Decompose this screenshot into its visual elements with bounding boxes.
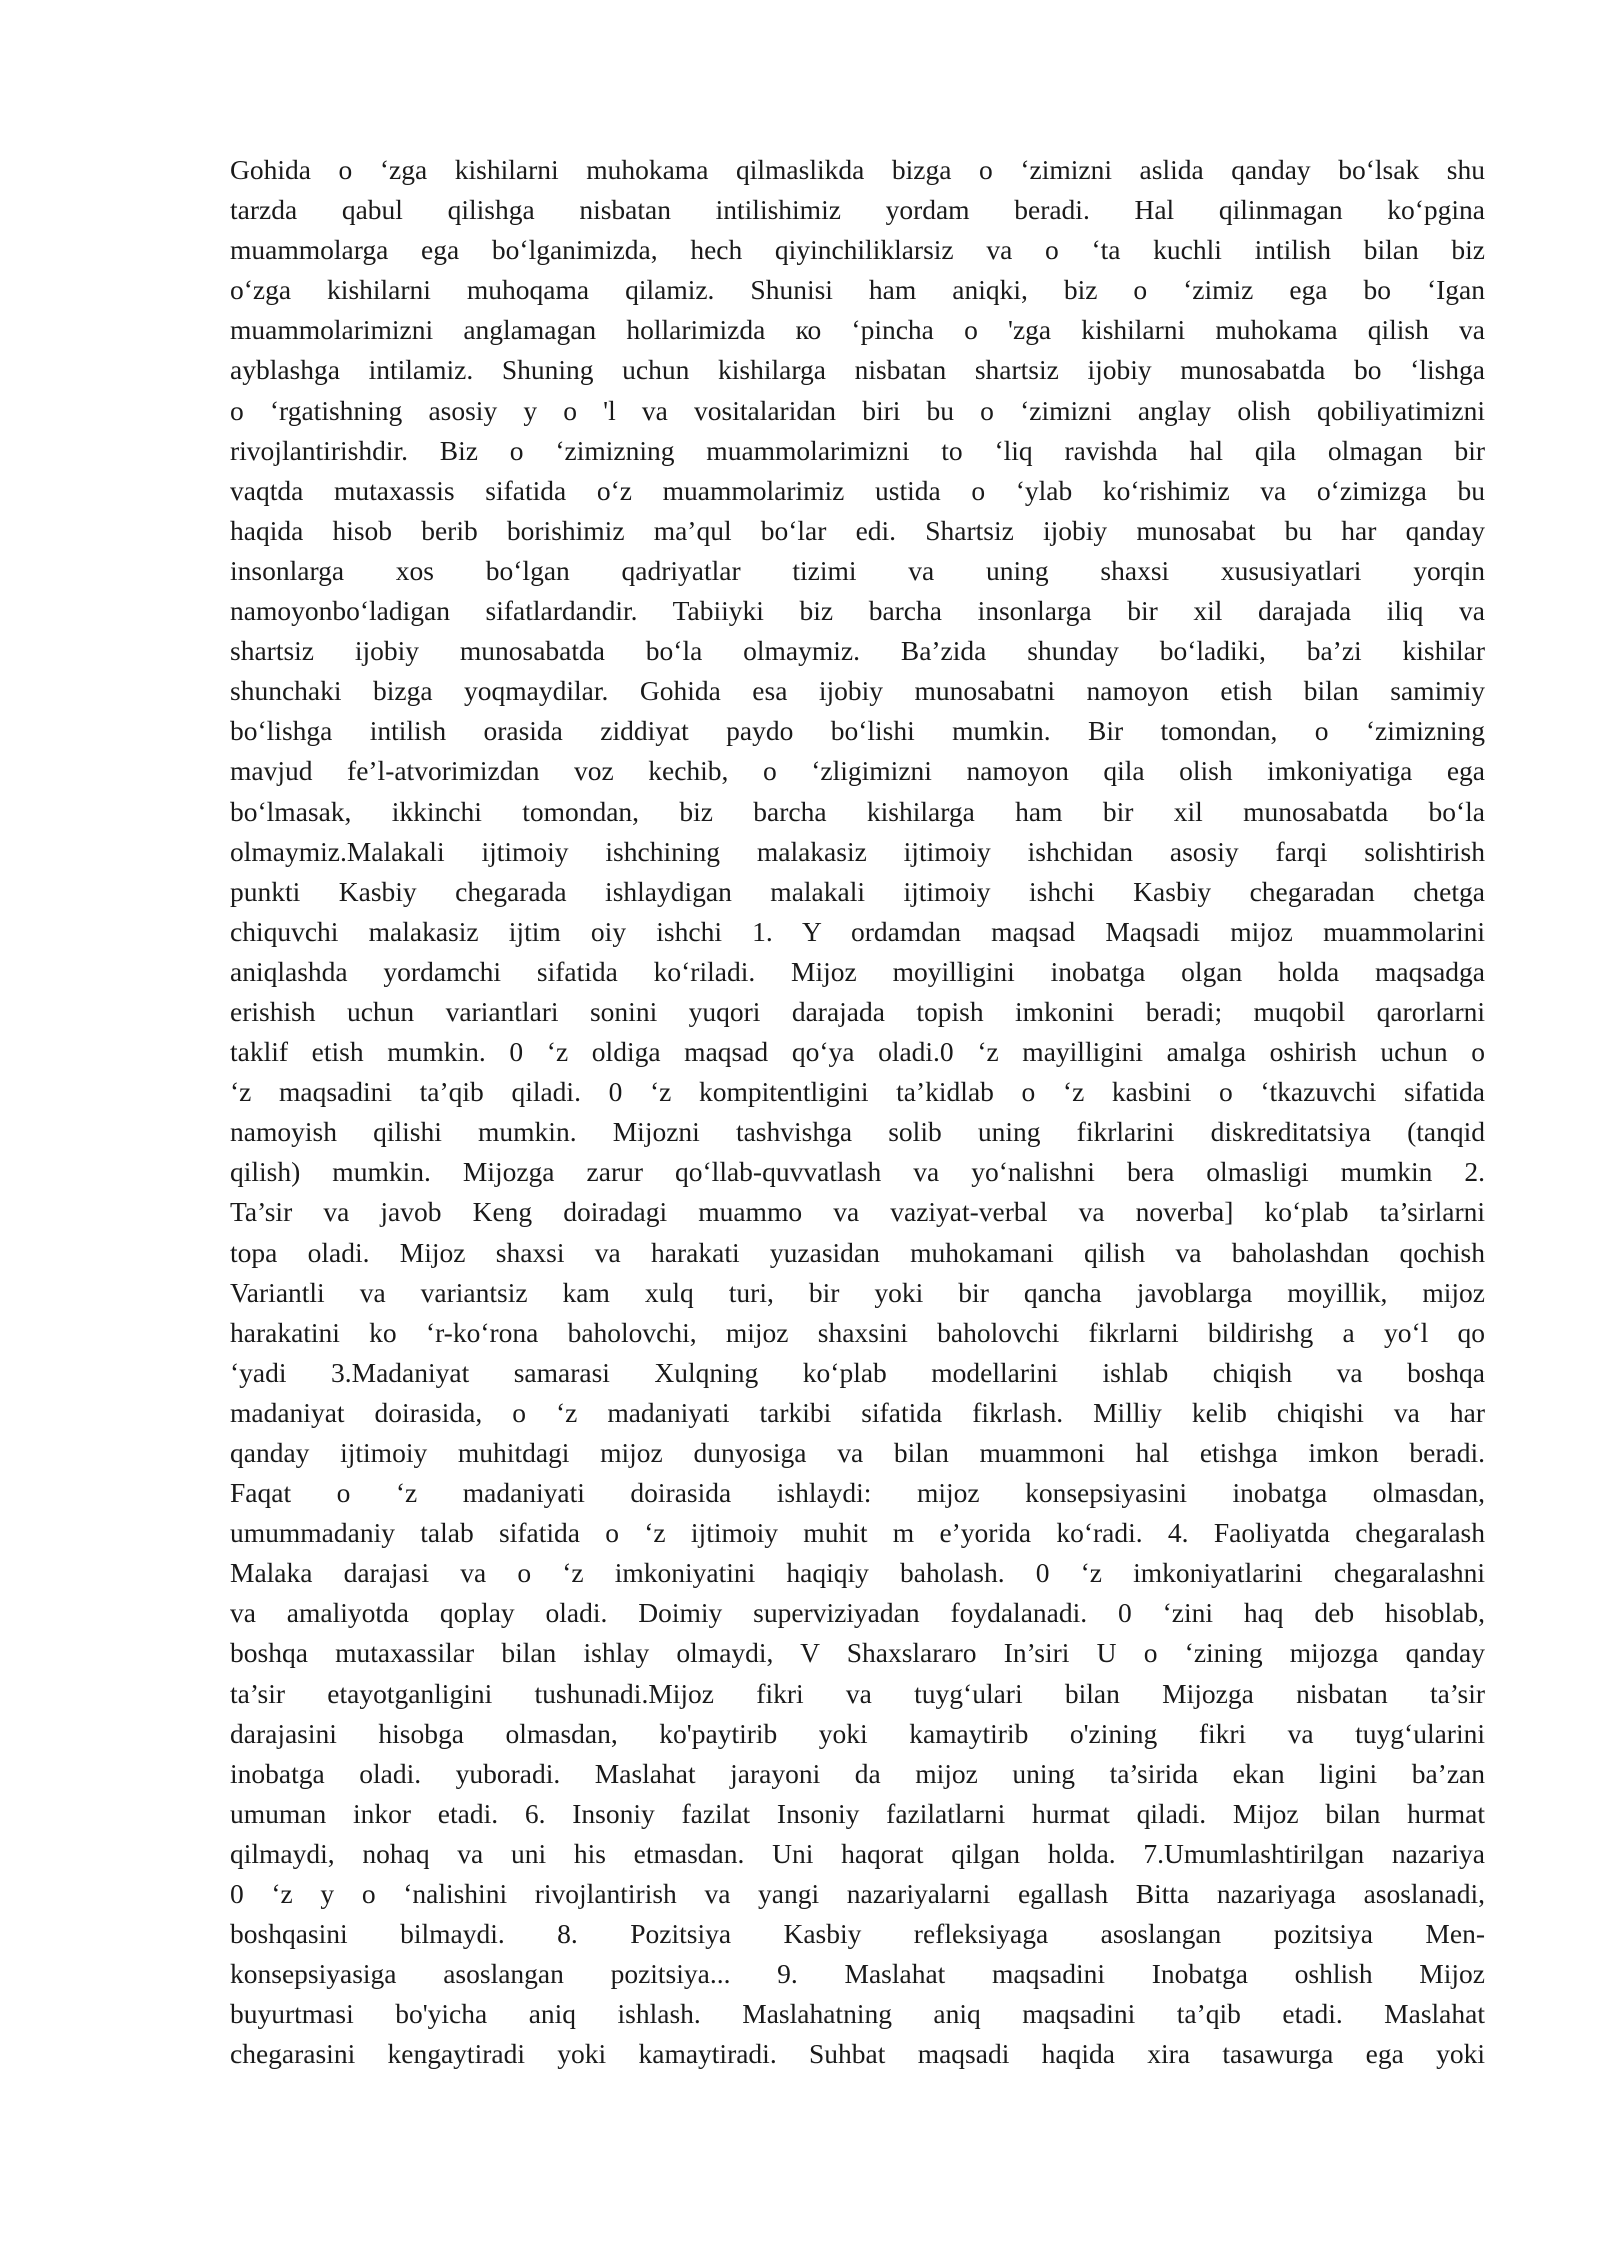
text-line: ayblashga intilamiz. Shuning uchun kishilarga nisbatan shartsiz ijobiy munosabatda bo ‘lishga — [230, 354, 1485, 386]
text-line: qilmaydi, nohaq va uni his etmasdan. Uni haqorat qilgan holda. 7.Umumlashtirilgan nazariya — [230, 1837, 1485, 1869]
text-line: namoyish qilishi mumkin. Mijozni tashvishga solib uning fikrlarini diskreditatsiya (tanqid — [230, 1116, 1485, 1148]
text-line: Ta’sir va javob Keng doiradagi muammo va vaziyat-verbal va noverba] ko‘plab ta’sirlarni — [230, 1196, 1485, 1228]
text-line: chiquvchi malakasiz ijtim oiy ishchi 1. Y ordamdan maqsad Maqsadi mijoz muammolarini — [230, 915, 1485, 947]
text-line: muammolarimizni anglamagan hollarimizda ко ‘pincha o 'zga kishilarni muhokama qilish va — [230, 314, 1485, 346]
text-line: konsepsiyasiga asoslangan pozitsiya... 9. Maslahat maqsadini Inobatga oshlish Mijoz — [230, 1958, 1485, 1990]
text-line: namoyonbo‘ladigan sifatlardandir. Tabiiyki biz barcha insonlarga bir xil darajada iliq va — [230, 595, 1485, 627]
text-line: insonlarga xos bo‘lgan qadriyatlar tizimi va uning shaxsi xususiyatlari yorqin — [230, 554, 1485, 586]
text-line: punkti Kasbiy chegarada ishlaydigan malakali ijtimoiy ishchi Kasbiy chegaradan chetga — [230, 875, 1485, 907]
text-line: ‘yadi 3.Madaniyat samarasi Xulqning ko‘plab modellarini ishlab chiqish va boshqa — [230, 1356, 1485, 1388]
text-line: qanday ijtimoiy muhitdagi mijoz dunyosiga va bilan muammoni hal etishga imkon beradi. — [230, 1437, 1485, 1468]
text-line: olmaymiz.Malakali ijtimoiy ishchining malakasiz ijtimoiy ishchidan asosiy farqi solishtirish — [230, 835, 1485, 867]
text-line: 0 ‘z y o ‘nalishini rivojlantirish va yangi nazariyalarni egallash Bitta nazariyaga asoslanadi, — [230, 1878, 1485, 1910]
text-line: va amaliyotda qoplay oladi. Doimiy superviziyadan foydalanadi. 0 ‘zini haq deb hisoblab, — [230, 1597, 1485, 1629]
text-line: shartsiz ijobiy munosabatda bo‘la olmaymiz. Ba’zida shunday bo‘ladiki, ba’zi kishilar — [230, 635, 1485, 667]
text-line: darajasini hisobga olmasdan, ko'paytirib yoki kamaytirib o'zining fikri va tuyg‘ularini — [230, 1717, 1485, 1749]
text-line: boshqa mutaxassilar bilan ishlay olmaydi, V Shaxslararo In’siri U o ‘zining mijozga qanday — [230, 1637, 1485, 1669]
text-line: umuman inkor etadi. 6. Insoniy fazilat Insoniy fazilatlarni hurmat qiladi. Mijoz bilan hurmat — [230, 1797, 1485, 1829]
text-line: bo‘lishga intilish orasida ziddiyat paydo bo‘lishi mumkin. Bir tomondan, o ‘zimizning — [230, 715, 1485, 747]
text-line: harakatini ko ‘r-ko‘rona baholovchi, mijoz shaxsini baholovchi fikrlarni bildirishg a yo‘l qo — [230, 1316, 1485, 1348]
text-line: o ‘rgatishning asosiy y o 'l va vositalaridan biri bu o ‘zimizni anglay olish qobiliyatimizni — [230, 394, 1485, 426]
text-line: vaqtda mutaxassis sifatida o‘z muammolarimiz ustida o ‘ylab ko‘rishimiz va o‘zimizga bu — [230, 474, 1485, 506]
text-line: aniqlashda yordamchi sifatida ko‘riladi. Mijoz moyilligini inobatga olgan holda maqsadga — [230, 955, 1485, 987]
text-line: o‘zga kishilarni muhoqama qilamiz. Shunisi ham aniqki, biz o ‘zimiz ega bo ‘Igan — [230, 274, 1485, 306]
text-line: shunchaki bizga yoqmaydilar. Gohida esa ijobiy munosabatni namoyon etish bilan samimiy — [230, 675, 1485, 707]
body-text — [230, 150, 1485, 2075]
text-line: muammolarga ega bo‘lganimizda, hech qiyinchiliklarsiz va o ‘ta kuchli intilish bilan biz — [230, 234, 1485, 266]
text-line: topa oladi. Mijoz shaxsi va harakati yuzasidan muhokamani qilish va baholashdan qochish — [230, 1236, 1485, 1268]
text-line: umummadaniy talab sifatida o ‘z ijtimoiy muhit m e’yorida ko‘radi. 4. Faoliyatda chegaralash — [230, 1517, 1485, 1549]
text-line: Gohida o ‘zga kishilarni muhokama qilmaslikda bizga o ‘zimizni aslida qanday bo‘lsak shu — [230, 154, 1485, 185]
text-line: Variantli va variantsiz kam xulq turi, bir yoki bir qancha javoblarga moyillik, mijoz — [230, 1276, 1485, 1308]
text-line: Faqat o ‘z madaniyati doirasida ishlaydi: mijoz konsepsiyasini inobatga olmasdan, — [230, 1477, 1485, 1509]
text-line: Malaka darajasi va o ‘z imkoniyatini haqiqiy baholash. 0 ‘z imkoniyatlarini chegaralashni — [230, 1557, 1485, 1589]
text-line: bo‘lmasak, ikkinchi tomondan, biz barcha kishilarga ham bir xil munosabatda bo‘la — [230, 795, 1485, 827]
text-line: madaniyat doirasida, o ‘z madaniyati tarkibi sifatida fikrlash. Milliy kelib chiqishi va har — [230, 1396, 1485, 1428]
text-line: tarzda qabul qilishga nisbatan intilishimiz yordam beradi. Hal qilinmagan ko‘pgina — [230, 194, 1485, 226]
text-line: ta’sir etayotganligini tushunadi.Mijoz fikri va tuyg‘ulari bilan Mijozga nisbatan ta’sir — [230, 1677, 1485, 1709]
text-line: haqida hisob berib borishimiz ma’qul bo‘lar edi. Shartsiz ijobiy munosabat bu har qanday — [230, 514, 1485, 546]
text-line: taklif etish mumkin. 0 ‘z oldiga maqsad qo‘ya oladi.0 ‘z mayilligini amalga oshirish uchun o — [230, 1036, 1485, 1068]
text-line: buyurtmasi bo'yicha aniq ishlash. Maslahatning aniq maqsadini ta’qib etadi. Maslahat — [230, 1998, 1485, 2030]
text-line: mavjud fe’l-atvorimizdan voz kechib, o ‘zligimizni namoyon qila olish imkoniyatiga ega — [230, 755, 1485, 787]
text-line: inobatga oladi. yuboradi. Maslahat jarayoni da mijoz uning ta’sirida ekan ligini ba’zan — [230, 1757, 1485, 1789]
text-line: erishish uchun variantlari sonini yuqori darajada topish imkonini beradi; muqobil qarorlarni — [230, 995, 1485, 1027]
text-line: boshqasini bilmaydi. 8. Pozitsiya Kasbiy refleksiyaga asoslangan pozitsiya Men- — [230, 1918, 1485, 1950]
text-line: rivojlantirishdir. Biz o ‘zimizning muammolarimizni to ‘liq ravishda hal qila olmagan bir — [230, 434, 1485, 466]
text-line: chegarasini kengaytiradi yoki kamaytiradi. Suhbat maqsadi haqida xira tasawurga ega yoki — [230, 2038, 1485, 2070]
text-line: qilish) mumkin. Mijozga zarur qo‘llab-quvvatlash va yo‘nalishni bera olmasligi mumkin 2. — [230, 1156, 1485, 1188]
text-line: ‘z maqsadini ta’qib qiladi. 0 ‘z kompitentligini ta’kidlab o ‘z kasbini o ‘tkazuvchi sifatida — [230, 1076, 1485, 1108]
